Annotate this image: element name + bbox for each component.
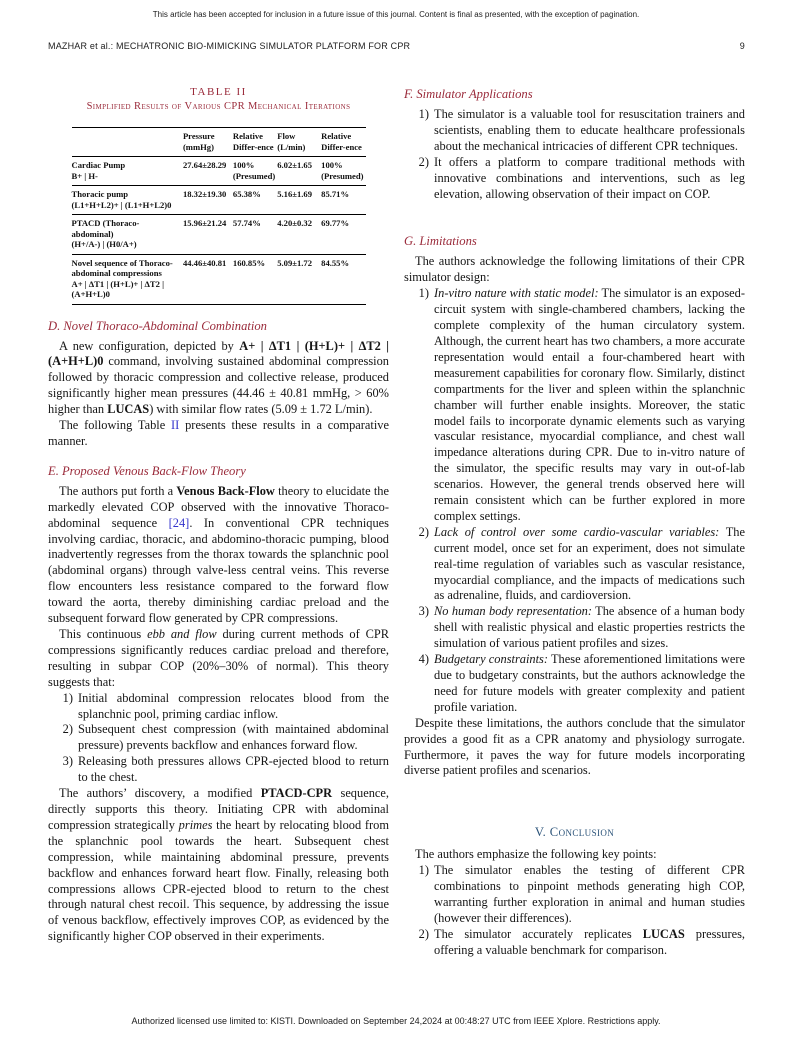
text-run: Budgetary constraints: <box>434 652 549 667</box>
cell-rel-diff-1: 65.38% <box>232 189 261 199</box>
row-name: PTACD (Thoraco-abdominal) <box>71 218 140 239</box>
cell-rel-diff-2: 85.71% <box>321 189 350 199</box>
cell-pressure: 44.46±40.81 <box>182 257 227 268</box>
col-header-rel-diff-2: Relative Differ-ence <box>321 131 362 152</box>
list-item <box>48 691 389 723</box>
citation-link[interactable]: II <box>171 418 180 433</box>
text-run: presents these results in a comparative manner. <box>48 418 389 448</box>
cell-flow: 4.20±0.32 <box>277 218 313 228</box>
cell-rel-diff-1: 160.85% <box>232 257 266 268</box>
cell-rel-diff-2: 69.77% <box>321 218 350 228</box>
row-label <box>72 157 183 186</box>
section-g-heading: G. Limitations <box>404 234 477 249</box>
left-column <box>48 84 389 945</box>
text-run: The following Table <box>59 418 172 433</box>
text-run: Venous Back-Flow <box>176 483 275 498</box>
section-g-list <box>404 286 745 715</box>
list-item-number: 2) <box>418 524 429 539</box>
cell-flow: 5.09±1.72 <box>277 257 313 268</box>
text-run: In-vitro nature with static model: <box>434 286 599 301</box>
list-item-text <box>78 722 389 754</box>
acceptance-notice: This article has been accepted for inclusion in a future issue of this journal. Content is final as presented, with the exception of pagination. <box>152 10 640 19</box>
text-run: ) with similar flow rates (5.09 ± 1.72 L/min). <box>149 402 373 417</box>
cell-rel-diff-1: 100% (Presumed) <box>232 160 276 181</box>
cell-pressure: 27.64±28.29 <box>182 160 227 170</box>
section-d-paragraph-1 <box>48 339 389 419</box>
section-d-heading: D. Novel Thoraco-Abdominal Combination <box>48 318 267 333</box>
list-item <box>404 652 745 716</box>
list-item-text <box>434 155 745 203</box>
list-item <box>48 722 389 754</box>
text-run: The simulator accurately replicates <box>434 926 643 941</box>
cell-flow: 5.16±1.69 <box>277 189 313 199</box>
row-command: (H+/A-) | (H0/A+) <box>71 239 137 249</box>
section-e-paragraph-2 <box>48 627 389 691</box>
text-run: during current methods of CPR compressions significantly reduces cardiac preload and therefore, resulting in subpar COP (20%–30% of normal). This theory suggests that: <box>48 627 389 689</box>
text-run: The authors acknowledge the following limitations of their CPR simulator design: <box>404 254 745 285</box>
text-run: the heart by relocating blood from the splanchnic pool towards the heart. Subsequent chest compression, while maintaining abdominal pressure, prevents backflow and enhances forward heart flow. Finally, releasing both compressions allows CPR-ejected blood to return to the chest through natural chest recoil. This sequence, by addressing the issue of venous backflow, effectively improves COP, as evidenced by the significantly higher COP observed in their experiments. <box>48 817 389 944</box>
list-item-number: 4) <box>418 652 429 667</box>
text-run: . In conventional CPR techniques involving cardiac, thoracic, and abdomino-thoracic pumping, blood inadvertently regresses from the thorax towards the splanchnic pool (abdominal organs) through valve-less central veins. This reverse flow encounters less resistance compared to the forward flow toward the aorta, thereby diminishing cardiac preload and the subsequent forward flow generated by CPR compressions. <box>48 515 390 626</box>
text-run: The simulator enables the testing of different CPR combinations to pinpoint methods generating high COP, warranting further exploration in animal and human studies (however their differences). <box>434 863 745 925</box>
text-run: A new configuration, depicted by <box>59 338 240 353</box>
list-item <box>48 754 389 786</box>
list-item-text <box>434 927 745 959</box>
text-run: The simulator is an exposed-circuit system with single-chambered chambers, lacking the complete complexity of the human circulatory system. Although, the current heart has two chambers, a more accurate representation would entail a four-chambered heart with measurement capabilities for coronary flow. Similarly, distinct compartments for the liver and spleen within the splanchnic chamber will further enable insights. Moreover, the static model fails to incorporate dynamic elements such as varying vascular resistance, myocardial compliance, and chest wall impedance alterations during CPR. Due to in-vitro nature of the simulator, the specific results may vary in out-of-lab scenarios. However, the general trends observed here will remain consistent which can be further explored in more complex settings. <box>434 286 745 523</box>
section-e-paragraph-3 <box>48 786 389 945</box>
text-run: It offers a platform to compare traditional methods with innovative combinations and interventions, such as leg elevation, allowing observation of their impact on COP. <box>434 154 745 201</box>
text-run: No human body representation: <box>434 604 592 619</box>
section-d-paragraph-2 <box>48 418 389 450</box>
list-item <box>404 863 745 927</box>
text-run: LUCAS <box>107 402 150 417</box>
row-name: Novel sequence of Thoraco-abdominal compressions <box>71 257 173 278</box>
list-item-text <box>434 525 745 605</box>
text-run: Releasing both pressures allows CPR-ejected blood to return to the chest. <box>78 754 389 785</box>
table-label: TABLE II <box>190 86 247 98</box>
section-e-paragraph-1 <box>48 484 389 627</box>
table-caption: Simplified Results of Various CPR Mechanical Iterations <box>86 101 351 112</box>
text-run: pressures, offering a valuable benchmark for comparison. <box>434 926 745 957</box>
list-item-number: 2) <box>418 926 429 941</box>
section-f-list <box>404 107 745 202</box>
list-item-number: 3) <box>418 604 429 619</box>
text-run: primes <box>178 817 213 832</box>
conclusion-intro <box>404 847 745 863</box>
section-g-intro <box>404 254 745 286</box>
list-item-text <box>434 286 745 525</box>
results-table <box>72 127 366 305</box>
list-item-number: 2) <box>418 154 429 169</box>
list-item-text <box>434 604 745 652</box>
row-command: B+ | H- <box>71 170 98 181</box>
text-run: LUCAS <box>642 926 685 941</box>
cell-flow: 6.02±1.65 <box>277 160 313 170</box>
list-item <box>404 107 745 155</box>
list-item <box>404 525 745 605</box>
cell-pressure: 15.96±21.24 <box>182 218 227 228</box>
row-name: Thoracic pump <box>71 189 129 199</box>
text-run: Subsequent chest compression (with maintained abdominal pressure) prevents backflow and enhances forward flow. <box>78 722 389 753</box>
text-run: The absence of a human body shell with realistic physical and elastic properties restricts the simulation of various patient profiles and sizes. <box>434 604 746 651</box>
section-e-heading: E. Proposed Venous Back-Flow Theory <box>48 463 246 478</box>
running-head <box>48 41 745 51</box>
section-f-heading: F. Simulator Applications <box>404 87 533 101</box>
text-run: The current model, once set for an experiment, does not simulate real-time regulation of variables such as vascular resistance, myocardial compliance, and the impacts of medications such as adrenaline, fluids, and cardioversion. <box>434 524 745 603</box>
row-command: (L1+H+L2)+ | (L1+H+L2)0 <box>71 199 172 210</box>
text-run: The authors emphasize the following key points: <box>415 847 657 862</box>
text-run: The authors put forth a <box>59 483 177 498</box>
col-header-flow: Flow (L/min) <box>277 131 306 152</box>
list-item <box>404 927 745 959</box>
col-header-pressure: Pressure (mmHg) <box>182 131 215 152</box>
text-run: These aforementioned limitations were due to budgetary constraints, but the authors acknowledge the need for future models with greater complexity and patient profile variation. <box>434 652 745 714</box>
text-run: This continuous <box>59 627 148 641</box>
list-item-text <box>78 754 389 786</box>
text-run: PTACD-CPR <box>260 786 333 801</box>
section-e-list <box>48 691 389 786</box>
list-item-number: 3) <box>62 754 73 769</box>
citation-link[interactable]: [24] <box>168 515 190 530</box>
text-run: Despite these limitations, the authors conclude that the simulator provides a good fit as a CPR anatomy and physiology surrogate. Furthermore, it paves the way for future models incorporating diverse patient profiles and scenarios. <box>404 715 745 778</box>
col-header-rel-diff-1: Relative Differ-ence <box>232 131 274 152</box>
list-item-text <box>434 863 745 927</box>
list-item-number: 1) <box>418 863 429 878</box>
cell-rel-diff-2: 100% (Presumed) <box>321 160 364 181</box>
list-item-number: 2) <box>62 722 73 737</box>
table-row <box>72 186 366 215</box>
text-run: Lack of control over some cardio-vascular variables: <box>434 524 720 539</box>
cell-rel-diff-2: 84.55% <box>321 257 350 268</box>
list-item-number: 1) <box>418 286 429 301</box>
text-run: sequence, directly supports this theory. Initiating CPR with abdominal compression strategically <box>48 786 389 832</box>
list-item-text <box>78 691 389 723</box>
text-run: Initial abdominal compression relocates blood from the splanchnic pool, priming cardiac inflow. <box>78 690 389 721</box>
row-label <box>72 254 183 304</box>
section-g-closing <box>404 716 745 780</box>
table-row <box>72 157 366 186</box>
text-run: A+ | ΔT1 | (H+L)+ | ΔT2 | (A+H+L)0 <box>48 338 389 369</box>
list-item-text <box>434 652 745 716</box>
list-item <box>404 604 745 652</box>
page-number: 9 <box>739 41 745 51</box>
col-header-empty <box>72 128 183 157</box>
text-run: The simulator is a valuable tool for resuscitation trainers and scientists, enabling them to educate healthcare professionals about the mechanical intricacies of different CPR techniques. <box>434 107 745 153</box>
conclusion-heading: V. Conclusion <box>534 825 615 840</box>
row-label <box>72 186 183 215</box>
text-run: command, involving sustained abdominal compression followed by thoracic compression and collective release, produced significantly higher mean pressures (44.46 ± 40.81 mmHg, > 60% higher than <box>48 354 389 417</box>
text-run: The authors’ discovery, a modified <box>59 786 261 801</box>
conclusion-list <box>404 863 745 958</box>
list-item <box>404 286 745 525</box>
copyright-footer: Authorized licensed use limited to: KISTI. Downloaded on September 24,2024 at 00:48:27 UTC from IEEE Xplore. Restrictions apply. <box>131 1016 661 1026</box>
table-header-row <box>72 128 366 157</box>
cell-pressure: 18.32±19.30 <box>182 189 227 199</box>
list-item-number: 1) <box>418 107 429 121</box>
list-item <box>404 155 745 203</box>
row-command: A+ | ΔT1 | (H+L)+ | ΔT2 | (A+H+L)0 <box>71 278 164 299</box>
row-name: Cardiac Pump <box>71 160 126 170</box>
cell-rel-diff-1: 57.74% <box>232 218 261 228</box>
right-column <box>404 84 745 959</box>
list-item-number: 1) <box>62 690 73 705</box>
list-item-text <box>434 107 745 155</box>
table-row <box>72 215 366 255</box>
text-run: ebb and flow <box>147 627 217 641</box>
table-row <box>72 254 366 304</box>
text-run: theory to elucidate the markedly elevated COP observed with the innovative Thoraco-abdominal sequence <box>48 483 389 530</box>
running-head-title: MAZHAR et al.: MECHATRONIC BIO-MIMICKING SIMULATOR PLATFORM FOR CPR <box>48 41 411 51</box>
row-label <box>72 215 183 255</box>
